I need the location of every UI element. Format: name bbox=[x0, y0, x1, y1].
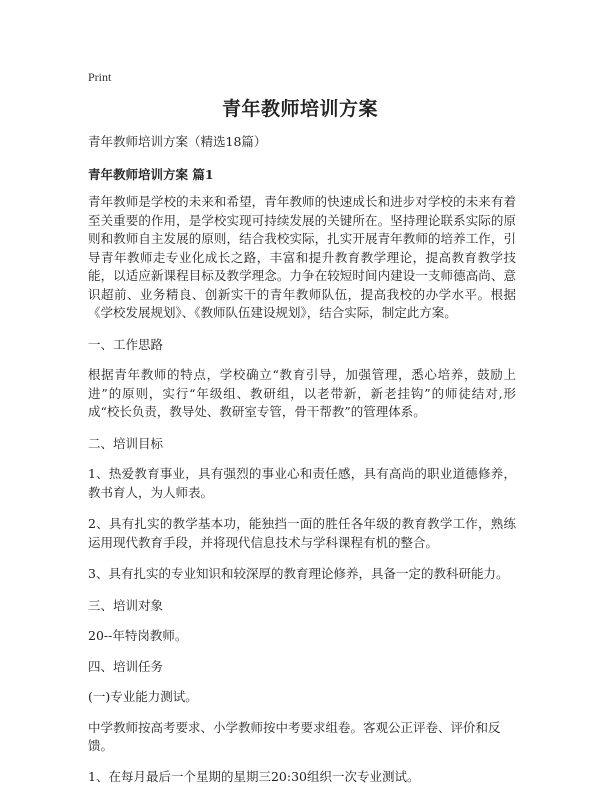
heading-training-goals: 二、培训目标 bbox=[88, 435, 164, 451]
intro-paragraph: 青年教师是学校的未来和希望，青年教师的快速成长和进步对学校的未来有着至关重要的作用，是学校实现可持续发展的关键所在。坚持理论联系实际的原则和教师自主发展的原则，结合我校实际，扎实开展青年教师的培养工作，引导青年教师走专业化成长之路，丰富和提升教育教学理论，提高教育教学技能，以适应新课程目标及教学理念。力争在较短时间内建设一支师德高尚、意识超前、业务精良、创新实干的青年教师队伍，提高我校的办学水平。根据《学校发展规划》、《教师队伍建设规划》，结合实际，制定此方案。 bbox=[88, 194, 516, 320]
section-heading: 青年教师培训方案 篇1 bbox=[88, 166, 214, 182]
goal-item-2: 2、具有扎实的教学基本功，能独挡一面的胜任各年级的教育教学工作，熟练运用现代教育手段，并将现代信息技术与学科课程有机的整合。 bbox=[88, 516, 516, 550]
task-paragraph: 中学教师按高考要求、小学教师按中考要求组卷。客观公正评卷、评价和反馈。 bbox=[88, 719, 501, 753]
task-item-1: 1、在每月最后一个星期的星期三20:30组织一次专业测试。 bbox=[88, 768, 420, 784]
work-approach-paragraph: 根据青年教师的特点，学校确立“教育引导，加强管理，悉心培养，鼓励上进”的原则，实行“年级组、教研组，以老带新，新老挂钩”的师徒结对,形成“校长负责，教导处、教研室专管，骨干帮教”的管理体系。 bbox=[88, 367, 516, 419]
task-subheading: (一)专业能力测试。 bbox=[88, 689, 198, 704]
heading-training-tasks: 四、培训任务 bbox=[88, 658, 164, 674]
document-subtitle: 青年教师培训方案（精选18篇） bbox=[88, 134, 267, 149]
heading-training-target: 三、培训对象 bbox=[88, 597, 164, 613]
goal-item-1: 1、热爱教育事业，具有强烈的事业心和责任感，具有高尚的职业道德修养，教书育人，为人师表。 bbox=[88, 466, 516, 500]
training-target-paragraph: 20--年特岗教师。 bbox=[88, 628, 188, 643]
heading-work-approach: 一、工作思路 bbox=[88, 336, 164, 352]
print-link[interactable]: Print bbox=[88, 70, 112, 84]
page-title: 青年教师培训方案 bbox=[221, 98, 378, 120]
document-body bbox=[88, 133, 516, 798]
goal-item-3: 3、具有扎实的专业知识和较深厚的教育理论修养，具备一定的教科研能力。 bbox=[88, 566, 509, 581]
